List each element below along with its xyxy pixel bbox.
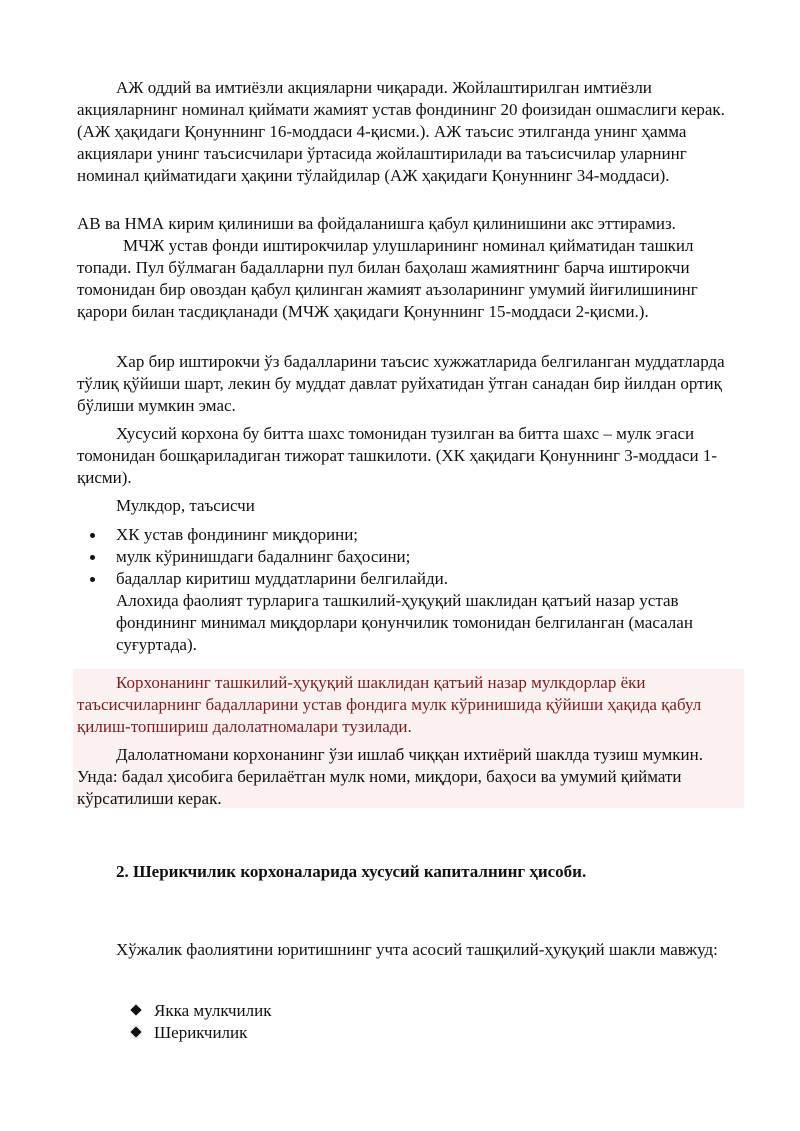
section-heading: 2. Шерикчилик корхоналарида хусусий капиталнинг ҳисоби. (116, 862, 587, 881)
paragraph-private-enterprise: Хусусий корхона бу битта шахс томонидан тузилган ва битта шахс – мулк эгаси томонидан бошқариладиган тижорат ташкилоти. (ХК ҳақидаги Қонуннинг 3-моддаси 1-қисми). (77, 424, 718, 487)
bullet-icon (90, 533, 95, 538)
list-item: бадаллар киритиш муддатларини белгилайди. (77, 568, 743, 590)
list-item: Якка мулкчилик (77, 1000, 743, 1022)
paragraph-owner-founder: Мулкдор, таъсисчи (116, 496, 255, 515)
paragraph-minimum-charter: Алохида фаолият турларига ташкилий-ҳуқуқий шаклидан қатъий назар устав фондининг минимал миқдорлари қонунчилик томонидан белгиланган (масалан суғуртада). (116, 591, 693, 654)
paragraph-act-form: Далолатномани корхонанинг ўзи ишлаб чиққан ихтиёрий шаклда тузиш мумкин. Унда: бадал ҳисобига берилаётган мулк номи, миқдори, баҳоси ва умумий қиймати кўрсатилиши керак. (77, 745, 703, 808)
paragraph-legal-forms: Хўжалик фаолиятини юритишнинг учта асосий ташқилий-ҳуқуқий шакли мавжуд: (116, 940, 718, 959)
paragraph-acceptance-acts: Корхонанинг ташкилий-ҳуқуқий шаклидан қатъий назар мулкдорлар ёки таъсисчиларнинг бадалларини устав фондига мулк кўринишида қўйиши ҳақида қабул қилиш-топшириш далолатномалари тузилади. (77, 673, 702, 736)
diamond-bullet-icon (130, 1004, 141, 1015)
paragraph-participant-contributions: Хар бир иштирокчи ўз бадалларини таъсис хужжатларида белгиланган муддатларда тўлиқ қўйиши шарт, лекин бу муддат давлат руйхатидан ўтган санадан бир йилдан ортиқ бўлиши мумкин эмас. (77, 352, 725, 415)
bullet-icon (90, 555, 95, 560)
bullet-icon (90, 577, 95, 582)
paragraph-fixed-assets: АВ ва НМА кирим қилиниши ва фойдаланишга қабул қилинишини акс эттирамиз. (77, 214, 676, 233)
paragraph-joint-stock-shares: АЖ оддий ва имтиёзли акцияларни чиқаради. Жойлаштирилган имтиёзли акцияларнинг номинал қиймати жамият устав фондининг 20 фоизидан ошмаслиги керак. (АЖ ҳақидаги Қонуннинг 16-моддаси 4-қисми.). АЖ таъсис этилганда унинг ҳамма акциялари унинг таъсисчилари ўртасида жойлаштирилади ва таъсисчилар уларнинг номинал қийматидаги ҳақини тўлайдилар (АЖ ҳақидаги Қонуннинг 34-моддаси). (77, 78, 725, 185)
bullet-list (77, 524, 743, 590)
diamond-bullet-icon (130, 1026, 141, 1037)
diamond-list (77, 1000, 743, 1044)
list-item: ХК устав фондининг миқдорини; (77, 524, 743, 546)
list-item: мулк кўринишдаги бадалнинг баҳосини; (77, 546, 743, 568)
paragraph-llc-charter-fund: МЧЖ устав фонди иштирокчилар улушларининг номинал қийматидан ташкил топади. Пул бўлмаган бадалларни пул билан баҳолаш жамиятнинг барча иштирокчи томонидан бир овоздан қабул қилинган жамият аъзоларининг умумий йиғилишининг қарори билан тасдиқланади (МЧЖ ҳақидаги Қонуннинг 15-моддаси 2-қисми.). (77, 236, 698, 321)
list-item: Шерикчилик (77, 1022, 743, 1044)
